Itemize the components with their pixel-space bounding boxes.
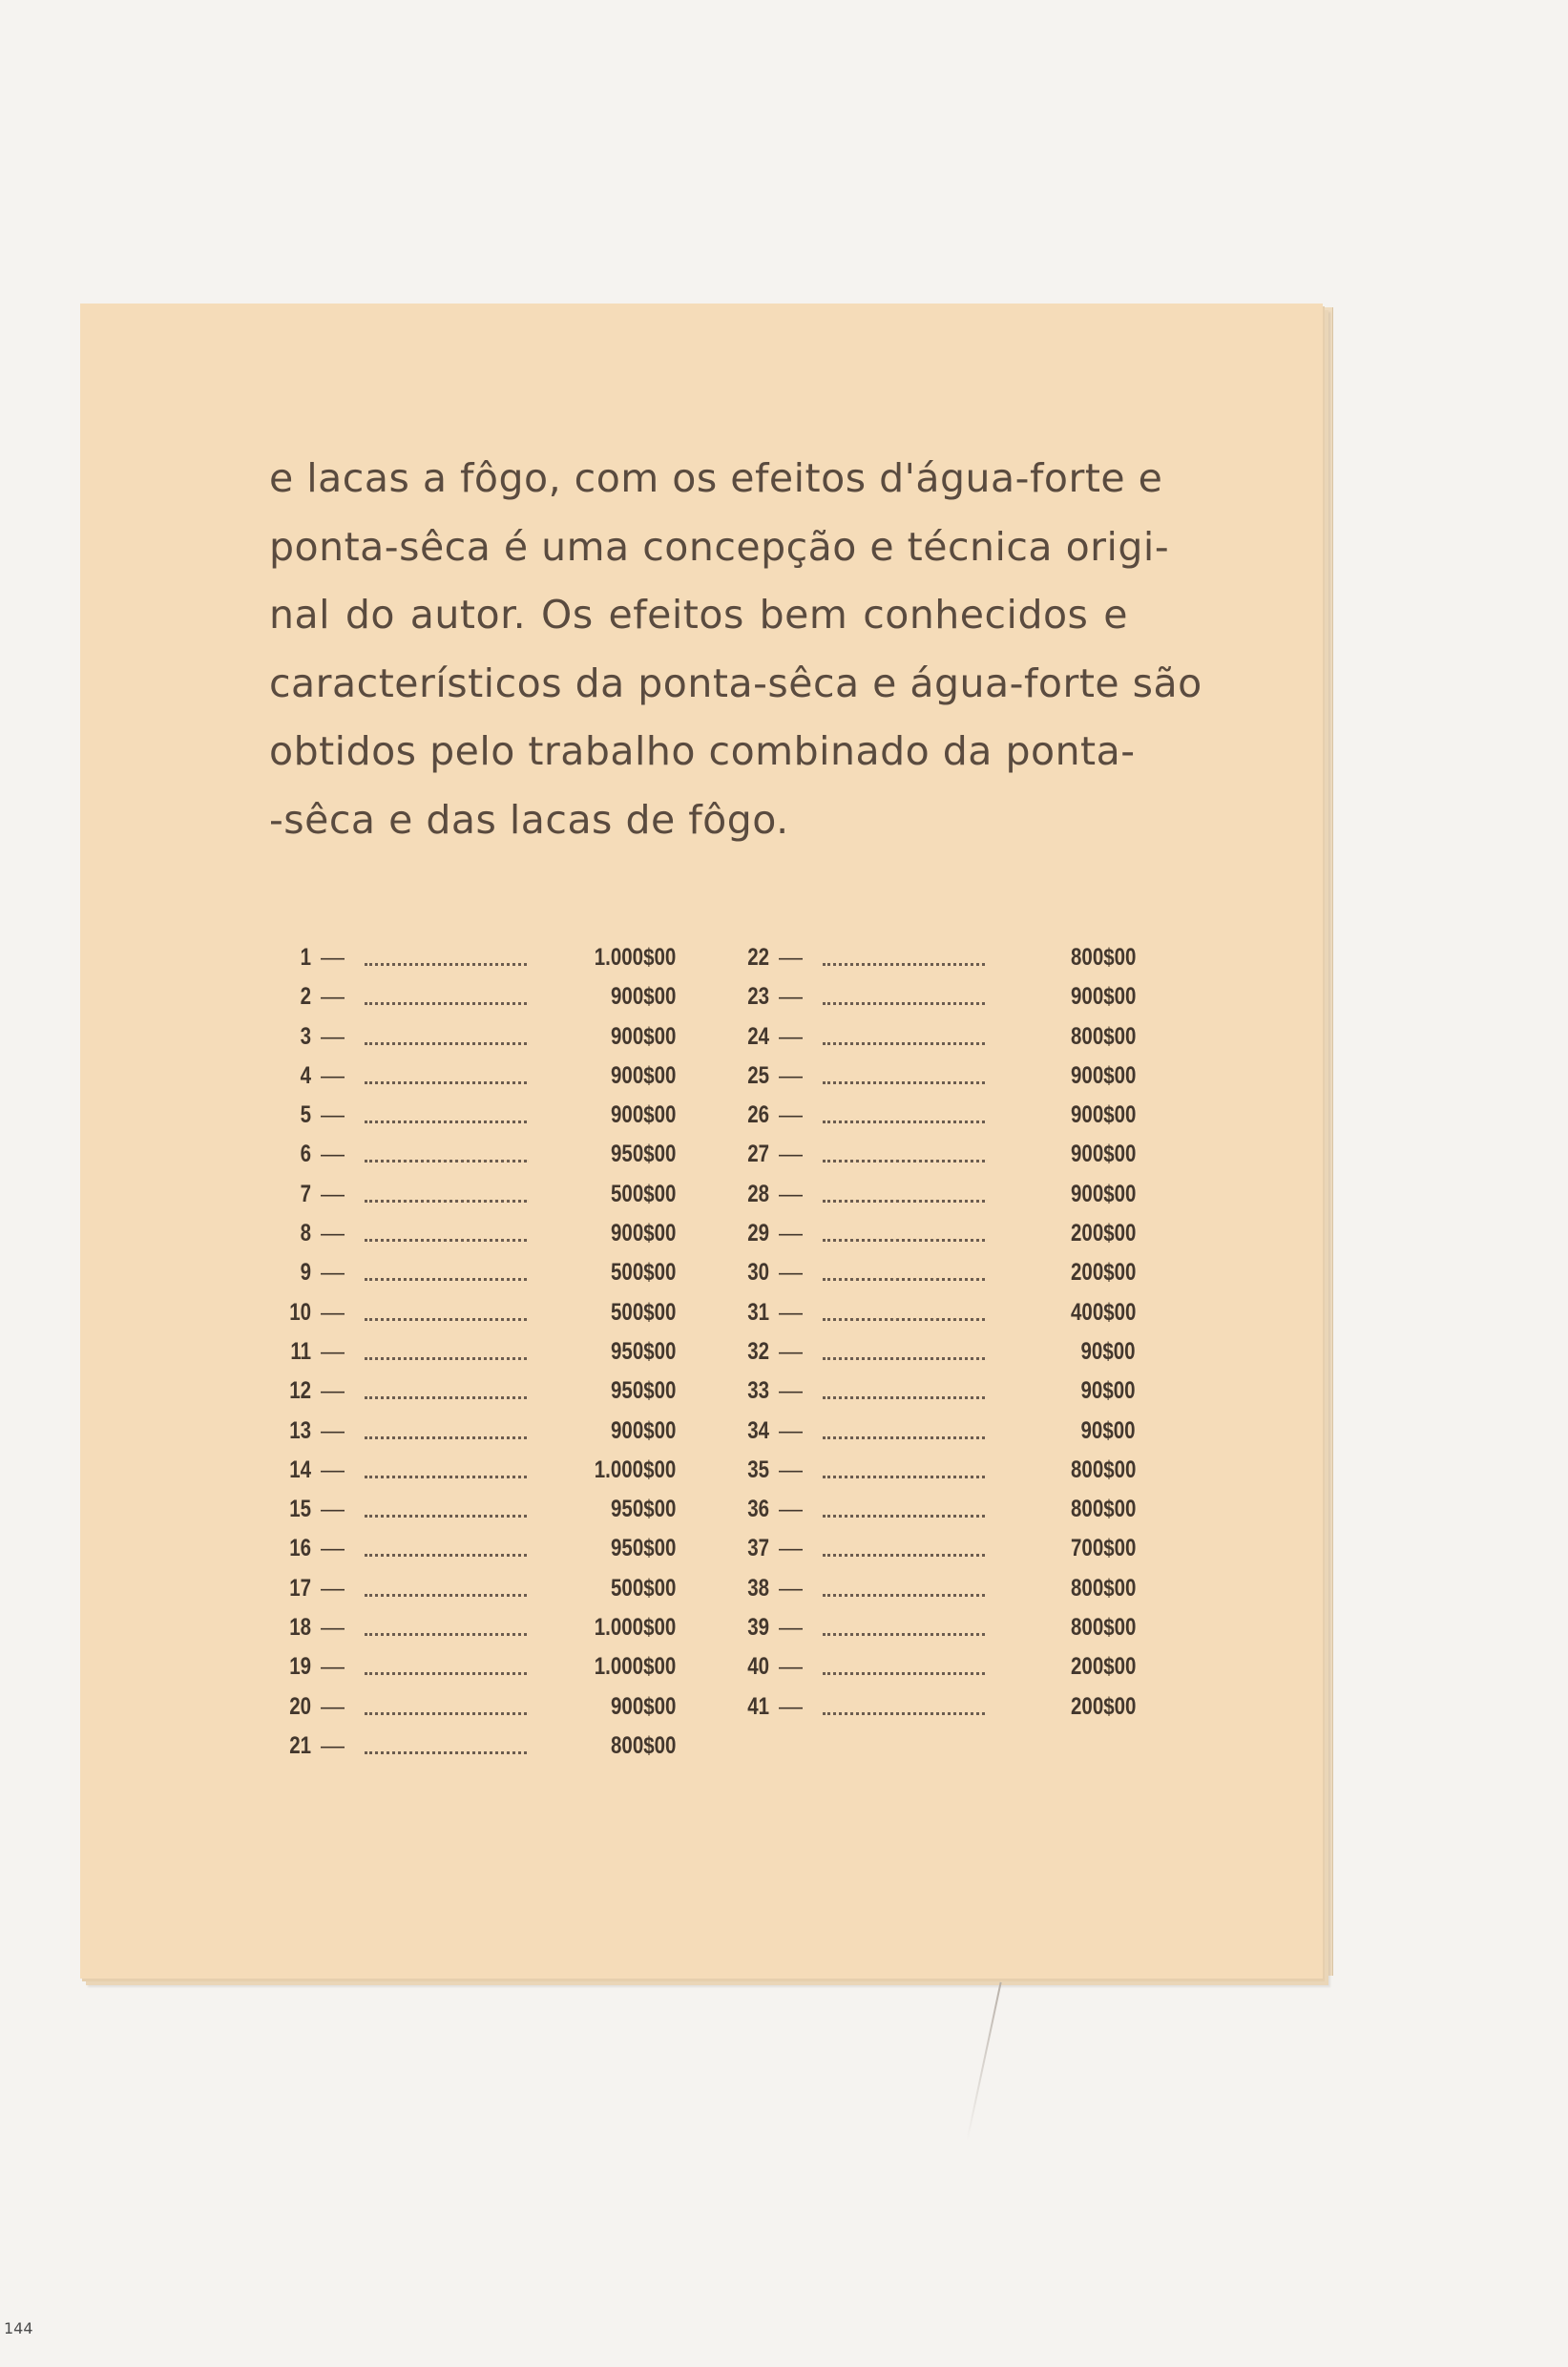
price-row xyxy=(277,1417,676,1456)
item-number: 23 xyxy=(747,983,769,1011)
item-price: 900$00 xyxy=(610,1061,676,1089)
dot-leader xyxy=(823,1200,985,1203)
item-price: 500$00 xyxy=(610,1298,676,1326)
item-dash: — xyxy=(321,1180,345,1207)
paragraph-line: ponta-sêca é uma concepção e técnica origi- xyxy=(269,523,1170,570)
dot-leader xyxy=(823,1278,985,1281)
price-row xyxy=(277,1141,676,1180)
price-row xyxy=(277,1693,676,1732)
item-number: 33 xyxy=(747,1377,769,1405)
item-dash: — xyxy=(779,1220,803,1247)
item-number: 38 xyxy=(747,1574,769,1602)
dot-leader xyxy=(823,1712,985,1715)
item-number: 19 xyxy=(289,1653,311,1681)
item-dash: — xyxy=(321,1692,345,1720)
item-price: 900$00 xyxy=(1070,1061,1136,1089)
price-row xyxy=(735,944,1136,983)
price-row xyxy=(277,1732,676,1771)
item-price: 950$00 xyxy=(610,1377,676,1405)
item-number: 11 xyxy=(290,1337,311,1365)
item-price: 950$00 xyxy=(610,1337,676,1365)
paragraph-line: obtidos pelo trabalho combinado da ponta- xyxy=(269,728,1136,774)
price-row xyxy=(277,1181,676,1220)
price-row xyxy=(735,1181,1136,1220)
item-dash: — xyxy=(779,983,803,1011)
price-row xyxy=(277,1101,676,1141)
paragraph-line: característicos da ponta-sêca e água-forte são xyxy=(269,660,1202,706)
item-number: 9 xyxy=(300,1259,311,1287)
item-number: 31 xyxy=(747,1298,769,1326)
dot-leader xyxy=(823,1476,985,1478)
item-dash: — xyxy=(779,1496,803,1523)
price-row xyxy=(735,1299,1136,1338)
price-row xyxy=(735,1101,1136,1141)
dot-leader xyxy=(365,1121,527,1123)
item-price: 800$00 xyxy=(1070,1574,1136,1602)
item-dash: — xyxy=(779,1377,803,1405)
item-price: 500$00 xyxy=(610,1180,676,1207)
dot-leader xyxy=(365,1357,527,1360)
item-number: 20 xyxy=(289,1692,311,1720)
price-row xyxy=(735,1023,1136,1062)
item-number: 12 xyxy=(289,1377,311,1405)
item-number: 3 xyxy=(300,1022,311,1050)
item-number: 40 xyxy=(747,1653,769,1681)
dot-leader xyxy=(823,1396,985,1399)
item-price: 200$00 xyxy=(1070,1259,1136,1287)
dot-leader xyxy=(365,1672,527,1675)
price-row xyxy=(735,1259,1136,1298)
item-dash: — xyxy=(321,1574,345,1602)
dot-leader xyxy=(365,1081,527,1084)
item-number: 29 xyxy=(747,1220,769,1247)
price-row xyxy=(735,1377,1136,1416)
dot-leader xyxy=(365,963,527,966)
item-dash: — xyxy=(779,1535,803,1562)
item-price: 800$00 xyxy=(1070,944,1136,971)
item-price: 200$00 xyxy=(1070,1692,1136,1720)
price-row xyxy=(735,983,1136,1022)
item-dash: — xyxy=(321,1337,345,1365)
dot-leader xyxy=(823,1239,985,1242)
price-row xyxy=(735,1456,1136,1496)
item-price: 900$00 xyxy=(1070,1101,1136,1129)
dot-leader xyxy=(823,1160,985,1163)
item-price: 1.000$00 xyxy=(594,944,676,971)
item-dash: — xyxy=(779,1141,803,1168)
dot-leader xyxy=(823,1121,985,1123)
item-price: 900$00 xyxy=(610,1022,676,1050)
dot-leader xyxy=(823,1318,985,1321)
item-dash: — xyxy=(321,1377,345,1405)
item-number: 4 xyxy=(300,1061,311,1089)
page-edge xyxy=(1323,307,1333,1976)
item-price: 90$00 xyxy=(1080,1377,1136,1405)
paragraph-line: nal do autor. Os efeitos bem conhecidos e xyxy=(269,592,1128,638)
item-number: 7 xyxy=(300,1180,311,1207)
dot-leader xyxy=(365,1751,527,1754)
price-row xyxy=(735,1141,1136,1180)
item-price: 900$00 xyxy=(610,1692,676,1720)
dot-leader xyxy=(365,1476,527,1478)
price-row xyxy=(735,1417,1136,1456)
item-price: 800$00 xyxy=(1070,1496,1136,1523)
item-price: 950$00 xyxy=(610,1535,676,1562)
item-price: 90$00 xyxy=(1080,1416,1136,1444)
item-number: 37 xyxy=(747,1535,769,1562)
paragraph-line: -sêca e das lacas de fôgo. xyxy=(269,796,789,843)
price-list-right-column xyxy=(735,944,1136,1732)
item-number: 27 xyxy=(747,1141,769,1168)
dot-leader xyxy=(823,1554,985,1557)
item-price: 1.000$00 xyxy=(594,1653,676,1681)
item-dash: — xyxy=(779,1574,803,1602)
dot-leader xyxy=(823,1672,985,1675)
price-row xyxy=(277,1535,676,1574)
price-row xyxy=(277,1259,676,1298)
item-number: 15 xyxy=(289,1496,311,1523)
dot-leader xyxy=(365,1002,527,1005)
item-number: 25 xyxy=(747,1061,769,1089)
item-dash: — xyxy=(321,1535,345,1562)
item-dash: — xyxy=(321,1259,345,1287)
price-row xyxy=(277,1653,676,1692)
dot-leader xyxy=(823,1357,985,1360)
item-number: 10 xyxy=(289,1298,311,1326)
dot-leader xyxy=(823,1081,985,1084)
item-dash: — xyxy=(779,1180,803,1207)
item-price: 900$00 xyxy=(1070,983,1136,1011)
dot-leader xyxy=(365,1200,527,1203)
item-number: 8 xyxy=(300,1220,311,1247)
price-row xyxy=(735,1575,1136,1614)
price-row xyxy=(735,1496,1136,1535)
item-dash: — xyxy=(321,1614,345,1642)
price-row xyxy=(735,1653,1136,1692)
item-price: 800$00 xyxy=(1070,1456,1136,1483)
dot-leader xyxy=(365,1594,527,1597)
item-number: 30 xyxy=(747,1259,769,1287)
item-price: 800$00 xyxy=(1070,1022,1136,1050)
item-dash: — xyxy=(779,1337,803,1365)
item-dash: — xyxy=(779,1614,803,1642)
dot-leader xyxy=(365,1042,527,1045)
item-price: 900$00 xyxy=(610,1220,676,1247)
item-number: 22 xyxy=(747,944,769,971)
item-price: 1.000$00 xyxy=(594,1614,676,1642)
price-row xyxy=(735,1338,1136,1377)
item-number: 17 xyxy=(289,1574,311,1602)
item-dash: — xyxy=(779,1061,803,1089)
item-number: 16 xyxy=(289,1535,311,1562)
price-row xyxy=(277,1614,676,1653)
item-price: 90$00 xyxy=(1080,1337,1136,1365)
dot-leader xyxy=(823,1002,985,1005)
item-number: 28 xyxy=(747,1180,769,1207)
item-price: 800$00 xyxy=(1070,1614,1136,1642)
item-number: 34 xyxy=(747,1416,769,1444)
price-row xyxy=(277,1338,676,1377)
item-price: 950$00 xyxy=(610,1496,676,1523)
dot-leader xyxy=(365,1554,527,1557)
dot-leader xyxy=(823,1515,985,1518)
item-number: 24 xyxy=(747,1022,769,1050)
price-row xyxy=(735,1220,1136,1259)
price-row xyxy=(277,1496,676,1535)
item-dash: — xyxy=(779,944,803,971)
item-number: 2 xyxy=(300,983,311,1011)
item-price: 900$00 xyxy=(610,1101,676,1129)
dot-leader xyxy=(365,1712,527,1715)
item-dash: — xyxy=(779,1416,803,1444)
item-dash: — xyxy=(779,1653,803,1681)
dot-leader xyxy=(823,1042,985,1045)
item-number: 6 xyxy=(300,1141,311,1168)
paragraph-line: e lacas a fôgo, com os efeitos d'água-forte e xyxy=(269,455,1163,501)
price-row xyxy=(277,1299,676,1338)
item-price: 700$00 xyxy=(1070,1535,1136,1562)
price-row xyxy=(277,1023,676,1062)
dot-leader xyxy=(365,1160,527,1163)
dot-leader xyxy=(823,1436,985,1439)
item-dash: — xyxy=(321,1061,345,1089)
description-paragraph xyxy=(269,445,1202,854)
item-price: 900$00 xyxy=(610,1416,676,1444)
item-number: 1 xyxy=(300,944,311,971)
price-row xyxy=(735,1062,1136,1101)
page-marking: 144 xyxy=(4,2319,33,2337)
dot-leader xyxy=(823,963,985,966)
item-number: 14 xyxy=(289,1456,311,1483)
item-number: 32 xyxy=(747,1337,769,1365)
item-price: 400$00 xyxy=(1070,1298,1136,1326)
price-list-left-column xyxy=(277,944,676,1771)
item-number: 13 xyxy=(289,1416,311,1444)
item-price: 950$00 xyxy=(610,1141,676,1168)
item-dash: — xyxy=(321,1022,345,1050)
price-row xyxy=(277,1456,676,1496)
price-row xyxy=(277,944,676,983)
item-dash: — xyxy=(779,1022,803,1050)
item-dash: — xyxy=(321,1496,345,1523)
dot-leader xyxy=(823,1594,985,1597)
dot-leader xyxy=(823,1633,985,1636)
dot-leader xyxy=(365,1396,527,1399)
item-price: 200$00 xyxy=(1070,1653,1136,1681)
item-dash: — xyxy=(321,944,345,971)
item-number: 26 xyxy=(747,1101,769,1129)
dot-leader xyxy=(365,1515,527,1518)
item-dash: — xyxy=(321,1653,345,1681)
item-number: 21 xyxy=(289,1731,311,1759)
item-price: 900$00 xyxy=(1070,1180,1136,1207)
dot-leader xyxy=(365,1278,527,1281)
item-number: 41 xyxy=(747,1692,769,1720)
item-dash: — xyxy=(321,983,345,1011)
price-row xyxy=(735,1614,1136,1653)
dot-leader xyxy=(365,1436,527,1439)
item-number: 35 xyxy=(747,1456,769,1483)
item-price: 200$00 xyxy=(1070,1220,1136,1247)
item-price: 500$00 xyxy=(610,1574,676,1602)
item-dash: — xyxy=(321,1298,345,1326)
item-dash: — xyxy=(321,1416,345,1444)
price-row xyxy=(735,1535,1136,1574)
price-row xyxy=(277,1220,676,1259)
item-dash: — xyxy=(779,1456,803,1483)
price-row xyxy=(735,1693,1136,1732)
item-dash: — xyxy=(321,1101,345,1129)
price-row xyxy=(277,983,676,1022)
item-price: 800$00 xyxy=(610,1731,676,1759)
price-row xyxy=(277,1062,676,1101)
item-number: 5 xyxy=(300,1101,311,1129)
item-dash: — xyxy=(779,1692,803,1720)
item-dash: — xyxy=(321,1141,345,1168)
dot-leader xyxy=(365,1633,527,1636)
item-dash: — xyxy=(779,1101,803,1129)
item-price: 1.000$00 xyxy=(594,1456,676,1483)
dot-leader xyxy=(365,1239,527,1242)
item-dash: — xyxy=(321,1731,345,1759)
item-dash: — xyxy=(321,1456,345,1483)
pencil-mark xyxy=(966,1982,1001,2142)
item-price: 500$00 xyxy=(610,1259,676,1287)
item-number: 36 xyxy=(747,1496,769,1523)
item-number: 18 xyxy=(289,1614,311,1642)
item-number: 39 xyxy=(747,1614,769,1642)
item-price: 900$00 xyxy=(610,983,676,1011)
item-dash: — xyxy=(779,1259,803,1287)
item-price: 900$00 xyxy=(1070,1141,1136,1168)
dot-leader xyxy=(365,1318,527,1321)
item-dash: — xyxy=(321,1220,345,1247)
price-row xyxy=(277,1575,676,1614)
item-dash: — xyxy=(779,1298,803,1326)
price-row xyxy=(277,1377,676,1416)
